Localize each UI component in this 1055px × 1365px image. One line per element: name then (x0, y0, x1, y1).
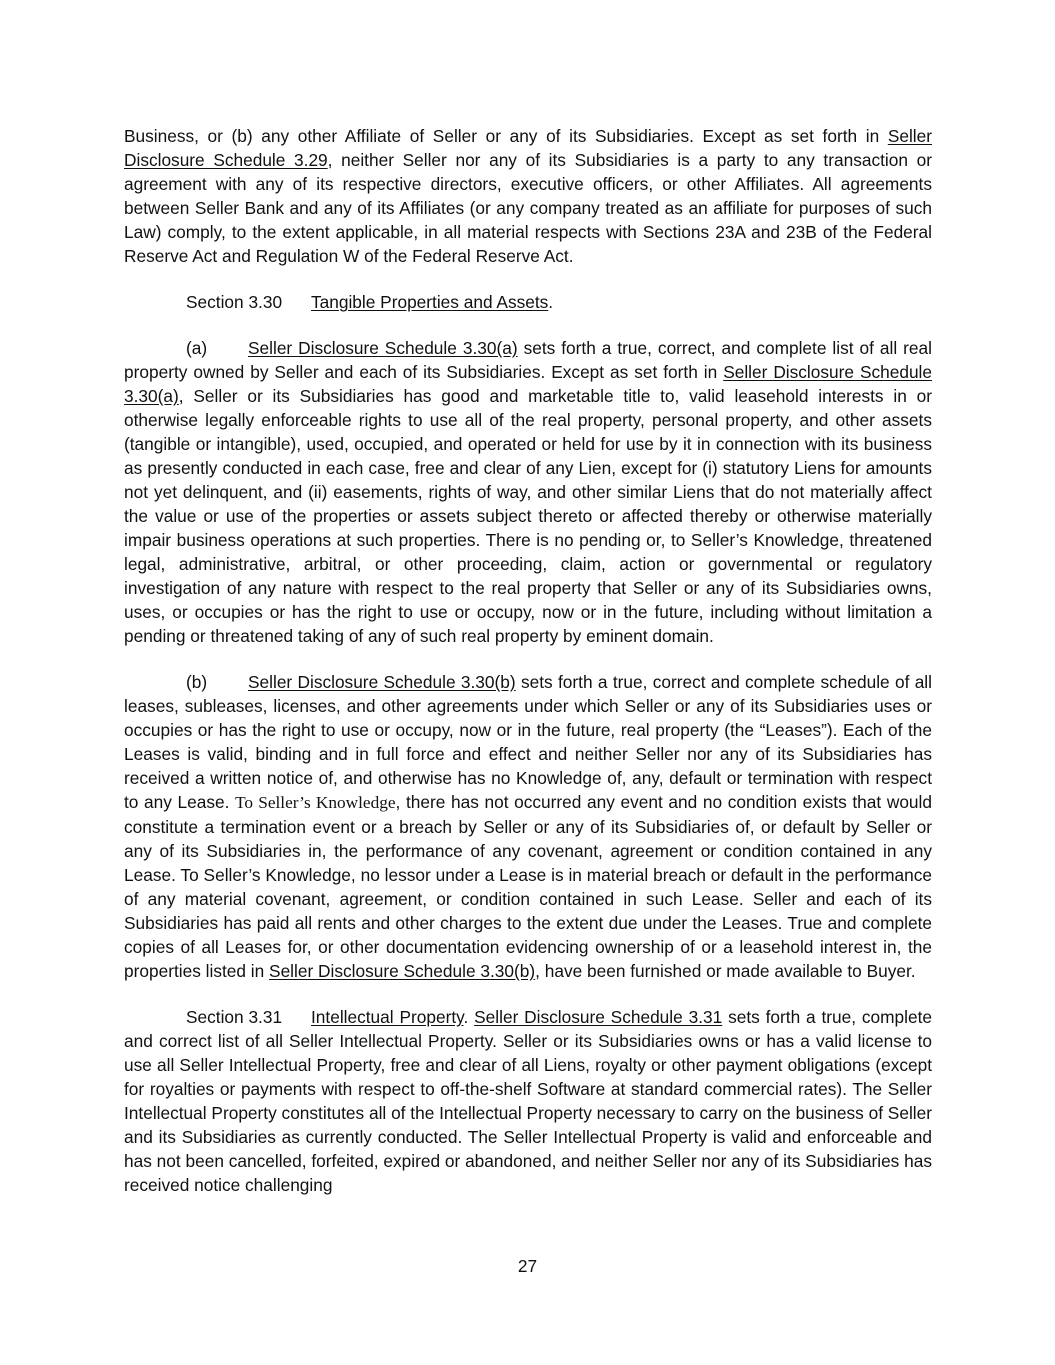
page-number: 27 (517, 1256, 538, 1276)
schedule-3-30b-ref: Seller Disclosure Schedule 3.30(b) (248, 672, 516, 692)
paragraph-3-31: Section 3.31 Intellectual Property. Seller Disclosure Schedule 3.31 sets forth a true, complete and correct list of all Seller Intellectual Property. Seller or its Subsidiaries owns or has a valid license to use all Seller Intellectual Property, free and clear of all Liens, royalty or other payment obligations (except for royalties or payments with respect to off-the-shelf Software at standard commercial rates). The Seller Intellectual Property constitutes all of the Intellectual Property necessary to carry on the business of Seller and its Subsidiaries as currently conducted. The Seller Intellectual Property is valid and enforceable and has not been cancelled, forfeited, expired or abandoned, and neither Seller nor any of its Subsidiaries has received notice challenging (124, 1007, 933, 1195)
paragraph-affiliates: Business, or (b) any other Affiliate of Seller or any of its Subsidiaries. Except as set forth in Seller Disclosure Schedule 3.29, neither Seller nor any of its Subsidiaries is a party to any transaction or agreement with any of its respective directors, executive officers, or other Affiliates. All agreements between Seller Bank and any of its Affiliates (or any company treated as an affiliate for purposes of such Law) comply, to the extent applicable, in all material respects with Sections 23A and 23B of the Federal Reserve Act and Regulation W of the Federal Reserve Act. (124, 126, 932, 266)
schedule-3-31-ref: Seller Disclosure Schedule 3.31 (474, 1007, 723, 1027)
section-number: Section 3.30 (186, 292, 283, 312)
section-number: Section 3.31 (186, 1007, 283, 1027)
schedule-3-29-ref: Seller Disclosure Schedule 3.29 (124, 126, 932, 170)
document-page (124, 124, 932, 1197)
paragraph-3-30-b: (b) Seller Disclosure Schedule 3.30(b) sets forth a true, correct and complete schedule of all leases, subleases, licenses, and other agreements under which Seller or any of its Subsidiaries uses or occupies or has the right to use or occupy, now or in the future, real property (the “Leases”). Each of the Leases is valid, binding and in full force and effect and neither Seller nor any of its Subsidiaries has received a written notice of, and otherwise has no Knowledge of, any, default or termination with respect to any Lease. To Seller’s Knowledge, there has not occurred any event and no condition exists that would constitute a termination event or a breach by Seller or any of its Subsidiaries of, or default by Seller or any of its Subsidiaries in, the performance of any covenant, agreement or condition contained in any Lease. To Seller’s Knowledge, no lessor under a Lease is in material breach or default in the performance of any material covenant, agreement, or condition contained in such Lease. Seller and each of its Subsidiaries has paid all rents and other charges to the extent due under the Leases. True and complete copies of all Leases for, or other documentation evidencing ownership of or a leasehold interest in, the properties listed in Seller Disclosure Schedule 3.30(b), have been furnished or made available to Buyer. (124, 672, 932, 981)
section-title: Intellectual Property (311, 1007, 464, 1027)
subsection-label: (b) (186, 672, 208, 692)
schedule-3-30a-ref: Seller Disclosure Schedule 3.30(a) (248, 338, 518, 358)
paragraph-3-30-a: (a) Seller Disclosure Schedule 3.30(a) sets forth a true, correct, and complete list of all real property owned by Seller and each of its Subsidiaries. Except as set forth in Seller Disclosure Schedule 3.30(a), Seller or its Subsidiaries has good and marketable title to, valid leasehold interests in or otherwise legally enforceable rights to use all of the real property, personal property, and other assets (tangible or intangible), used, occupied, and operated or held for use by it in connection with its business as presently conducted in each case, free and clear of any Lien, except for (i) statutory Liens for amounts not yet delinquent, and (ii) easements, rights of way, and other similar Liens that do not materially affect the value or use of the properties or assets subject thereto or affected thereby or otherwise materially impair business operations at such properties. There is no pending or, to Seller’s Knowledge, threatened legal, administrative, arbitral, or other proceeding, claim, action or governmental or regulatory investigation of any nature with respect to the real property that Seller or any of its Subsidiaries owns, uses, or occupies or has the right to use or occupy, now or in the future, including without limitation a pending or threatened taking of any of such real property by eminent domain. (124, 338, 933, 646)
section-title: Tangible Properties and Assets (311, 292, 549, 312)
schedule-3-30a-ref: Seller Disclosure Schedule 3.30(a) (124, 362, 933, 406)
subsection-label: (a) (186, 338, 208, 358)
schedule-3-30b-ref: Seller Disclosure Schedule 3.30(b) (269, 961, 536, 981)
section-3-30-heading: Section 3.30 Tangible Properties and Assets. (186, 292, 554, 312)
